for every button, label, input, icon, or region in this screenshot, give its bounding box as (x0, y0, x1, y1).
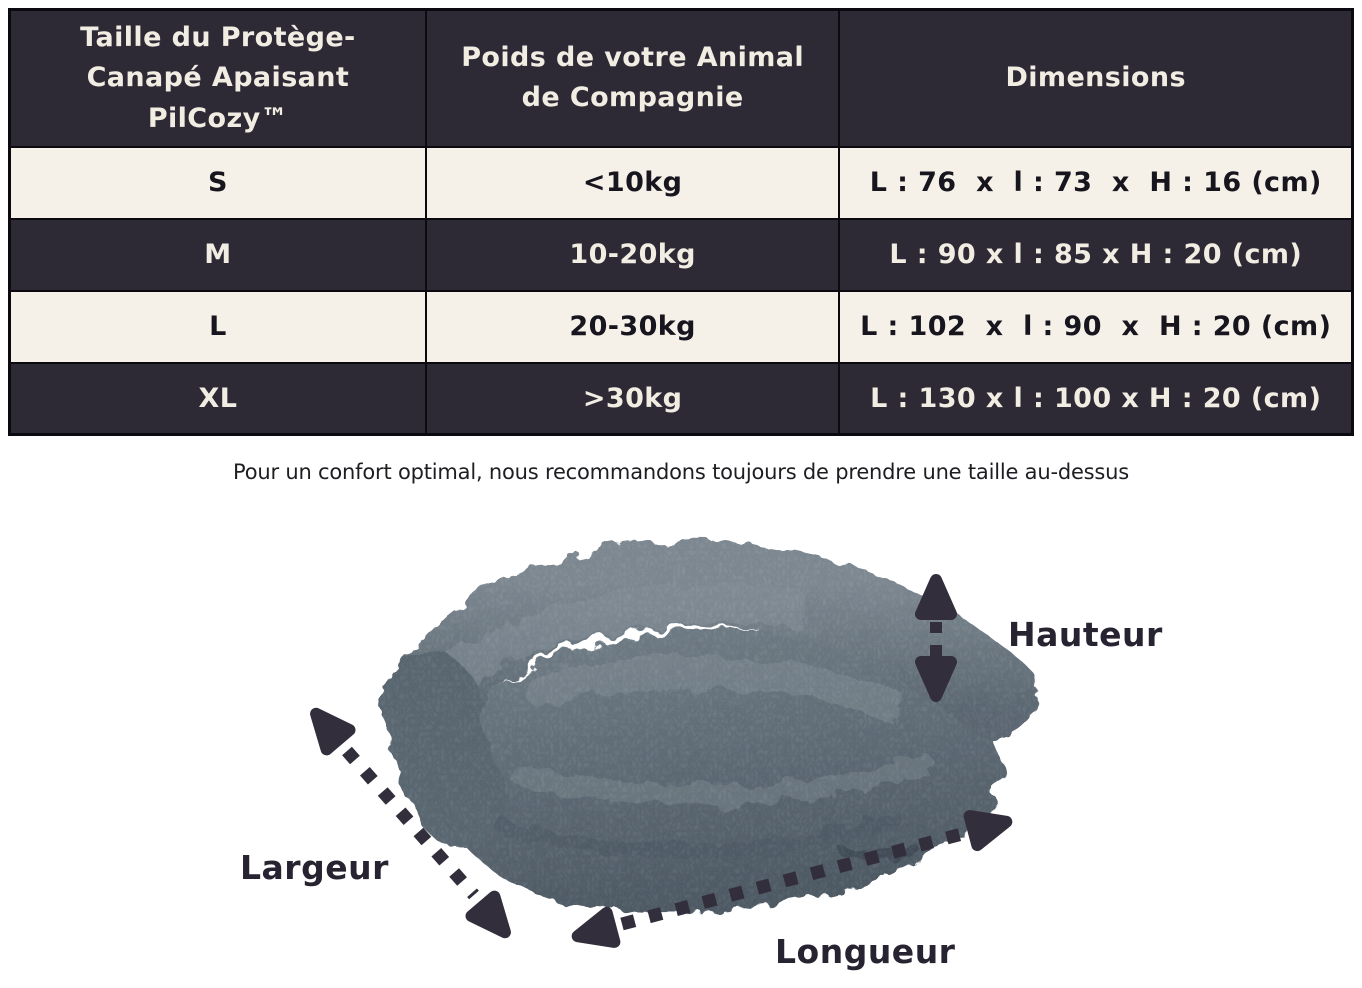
weight-cell: <10kg (426, 147, 840, 219)
table-row-m (10, 219, 1353, 291)
size-cell: L (10, 291, 426, 363)
length-label: Longueur (775, 932, 956, 971)
dimensions-cell: L : 102 x l : 90 x H : 20 (cm) (839, 291, 1352, 363)
size-diagram (0, 506, 1362, 988)
weight-cell: 20-30kg (426, 291, 840, 363)
dimensions-cell: L : 90 x l : 85 x H : 20 (cm) (839, 219, 1352, 291)
table-row-xl (10, 363, 1353, 435)
dimensions-cell: L : 76 x l : 73 x H : 16 (cm) (839, 147, 1352, 219)
header-dimensions: Dimensions (839, 10, 1352, 147)
table-row-l (10, 291, 1353, 363)
width-label: Largeur (240, 848, 389, 887)
weight-cell: 10-20kg (426, 219, 840, 291)
header-weight: Poids de votre Animal de Compagnie (426, 10, 840, 147)
table-header-row (10, 10, 1353, 147)
sizing-note: Pour un confort optimal, nous recommandons toujours de prendre une taille au-dessus (232, 460, 1130, 484)
dimensions-cell: L : 130 x l : 100 x H : 20 (cm) (839, 363, 1352, 435)
header-size: Taille du Protège-Canapé Apaisant PilCozy™ (10, 10, 426, 147)
height-label: Hauteur (1008, 615, 1163, 654)
weight-cell: >30kg (426, 363, 840, 435)
size-cell: S (10, 147, 426, 219)
size-cell: XL (10, 363, 426, 435)
pet-bed-image (425, 583, 1003, 912)
size-table (8, 8, 1354, 436)
table-row-s (10, 147, 1353, 219)
size-cell: M (10, 219, 426, 291)
